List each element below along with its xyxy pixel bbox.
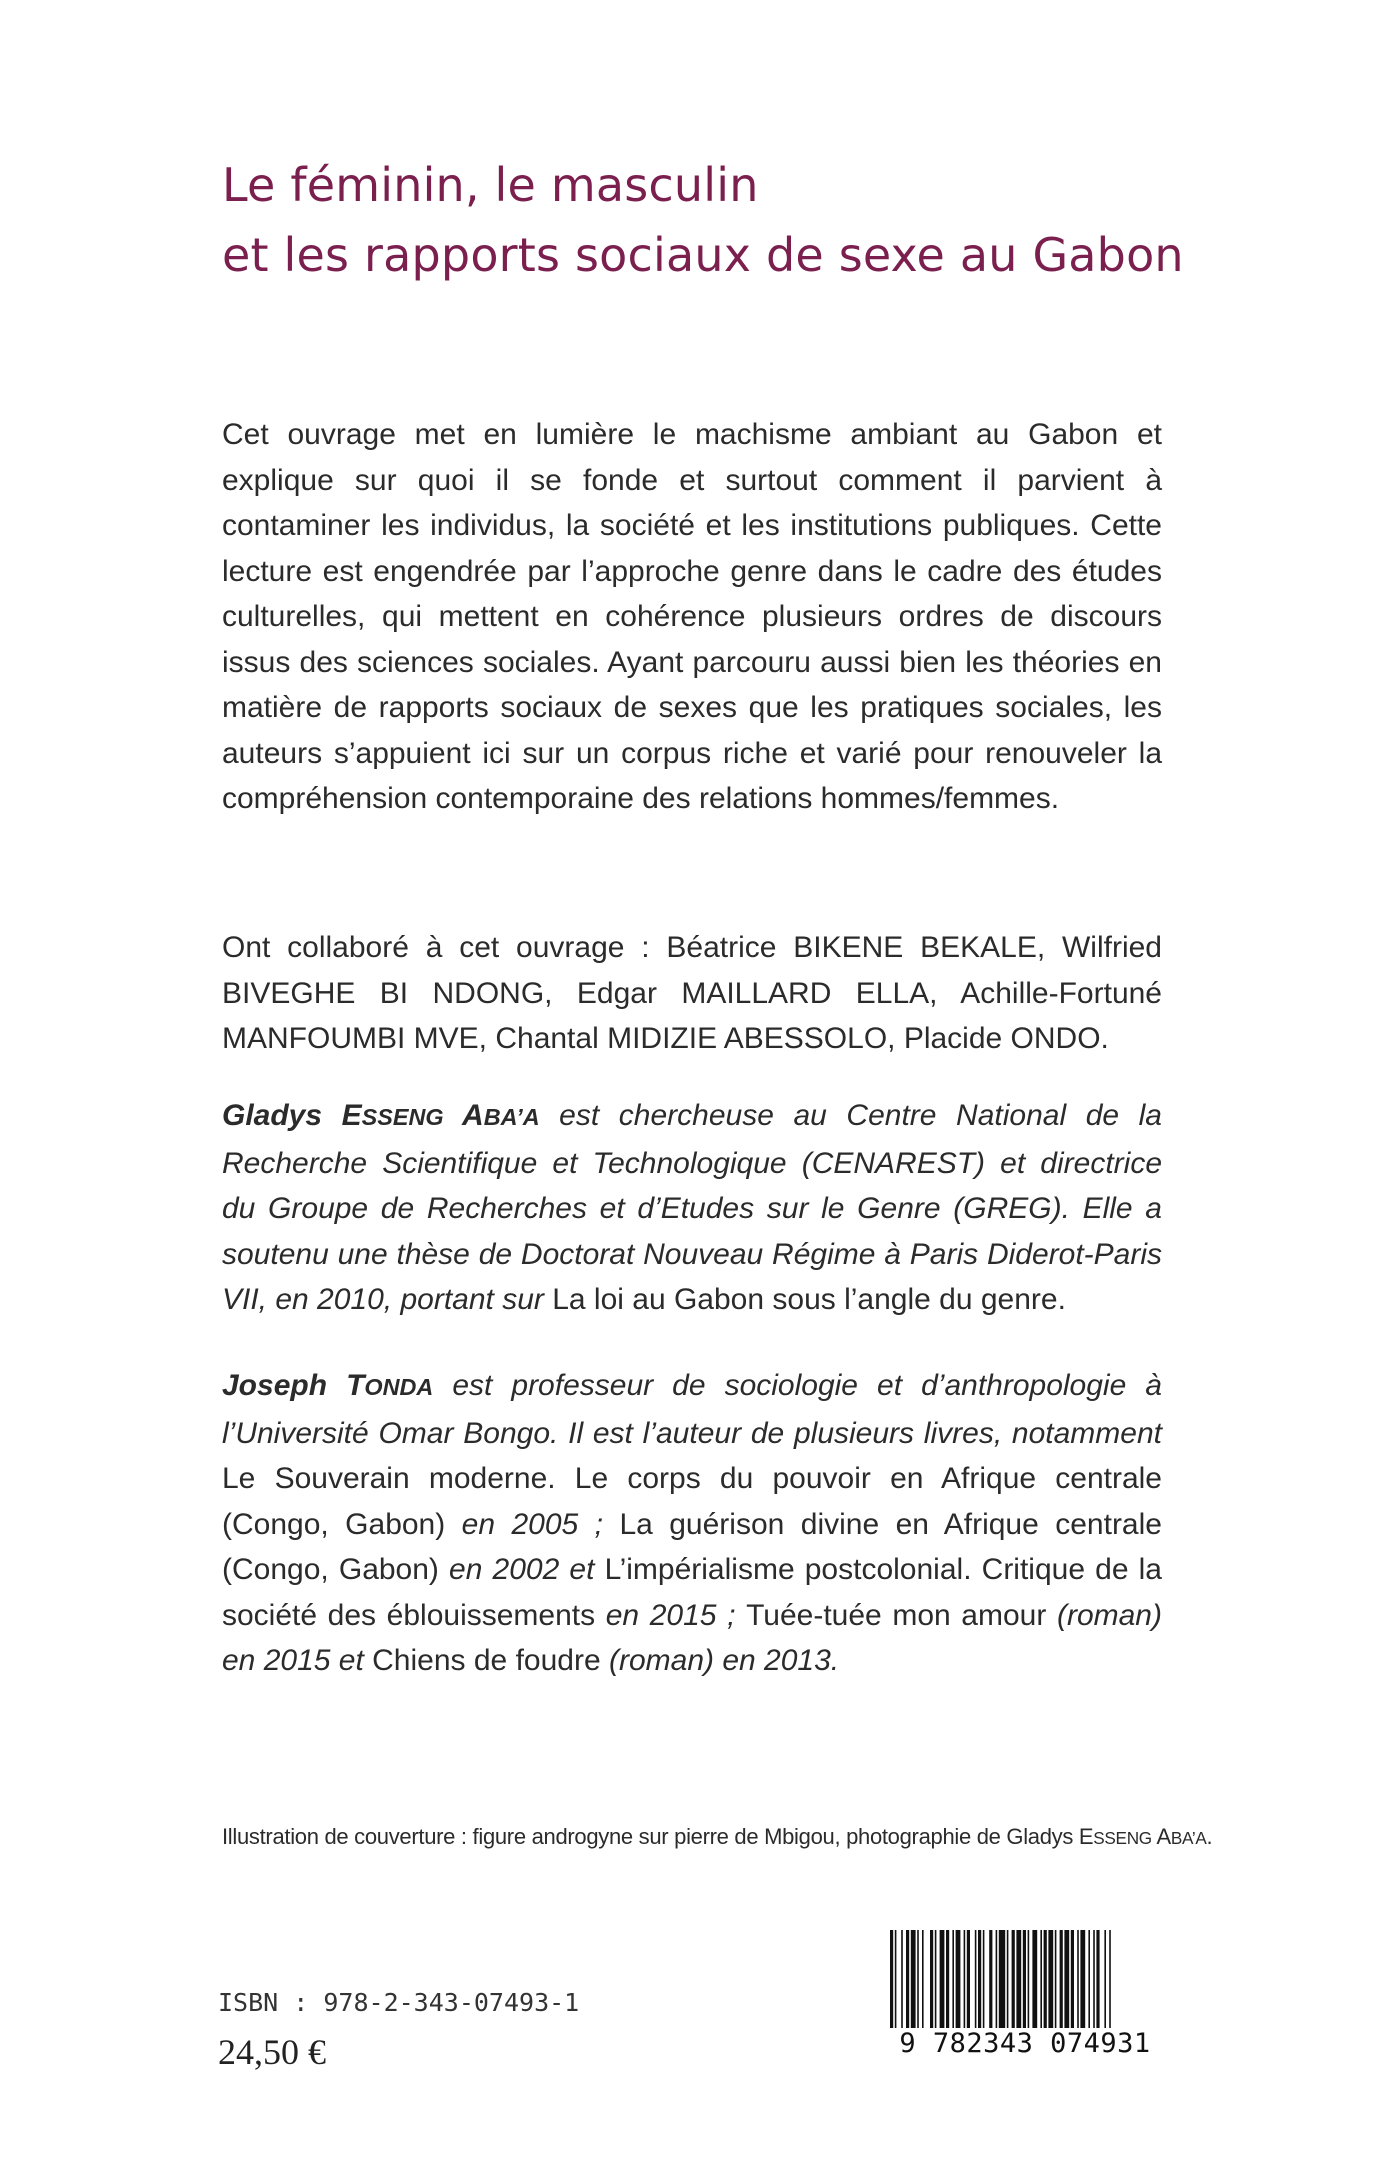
title-line-1: Le féminin, le masculin bbox=[222, 158, 759, 212]
author2-book-1: Le Souverain moderne. Le corps du pouvoir en Afrique centrale (Congo, Gabon) bbox=[222, 1462, 1162, 1541]
author2-book-5: Chiens de foudre bbox=[372, 1644, 601, 1677]
cover-illustration-credit: Illustration de couverture : figure androgyne sur pierre de Mbigou, photographie de Gladys ESSENG ABA’A. bbox=[222, 1824, 1213, 1849]
summary-paragraph: Cet ouvrage met en lumière le machisme ambiant au Gabon et explique sur quoi il se fonde et surtout comment il parvient à contaminer les individus, la société et les institutions publiques. Cette lecture est engendrée par l’approche genre dans le cadre des études culturelles, qui mettent en cohérence plusieurs ordres de discours issus des sciences sociales. Ayant parcouru aussi bien les théories en matière de rapports sociaux de sexes que les pratiques sociales, les auteurs s’appuient ici sur un corpus riche et varié pour renouveler la compréhension contemporaine des relations hommes/femmes. bbox=[222, 418, 1162, 815]
author2-bio-text: est professeur de sociologie et d’anthropologie à l’Université Omar Bongo. Il est l’auteur de plusieurs livres, notamment bbox=[222, 1369, 1162, 1450]
isbn: ISBN : 978-2-343-07493-1 bbox=[218, 1988, 580, 2017]
author1-name: Gladys ESSENG ABA’A bbox=[222, 1099, 540, 1132]
barcode-digits: 9 782343 074931 bbox=[899, 2028, 1151, 2059]
contributors-paragraph: Ont collaboré à cet ouvrage : Béatrice BIKENE BEKALE, Wilfried BIVEGHE BI NDONG, Edgar MAILLARD ELLA, Achille-Fortuné MANFOUMBI MVE, Chantal MIDIZIE ABESSOLO, Placide ONDO. bbox=[222, 931, 1162, 1055]
barcode bbox=[886, 1930, 1164, 2028]
author2-book-3: L’impérialisme postcolonial. Critique de la société des éblouissements bbox=[222, 1553, 1162, 1632]
author2-name: Joseph TONDA bbox=[222, 1369, 434, 1402]
author1-bio bbox=[222, 1093, 1162, 1323]
book-title bbox=[222, 150, 1184, 290]
author2-book-2: La guérison divine en Afrique centrale (Congo, Gabon) bbox=[222, 1507, 1162, 1586]
author2-book-4: Tuée-tuée mon amour bbox=[746, 1598, 1047, 1632]
author1-bio-text: est chercheuse au Centre National de la Recherche Scientifique et Technologique (CENAREST) et directrice du Groupe de Recherches et d’Etudes sur le Genre (GREG). Elle a soutenu une thèse de Doctorat Nouveau Régime à Paris Diderot-Paris VII, en 2010, portant sur bbox=[222, 1099, 1162, 1316]
price: 24,50 € bbox=[218, 2032, 326, 2072]
author2-bio: Joseph TONDA est professeur de sociologie et d’anthropologie à l’Université Omar Bongo. Il est l’auteur de plusieurs livres, notamment Le Souverain moderne. Le corps du pouvoir en Afrique centrale (Congo, Gabon) en 2005 ; La guérison divine en Afrique centrale (Congo, Gabon) en 2002 et L’impérialisme postcolonial. Critique de la société des éblouissements en 2015 ; Tuée-tuée mon amour (roman) en 2015 et Chiens de foudre (roman) en 2013. bbox=[222, 1369, 1162, 1677]
author1-thesis-title: La loi au Gabon sous l’angle du genre. bbox=[552, 1283, 1066, 1316]
title-line-2: et les rapports sociaux de sexe au Gabon bbox=[222, 228, 1184, 282]
